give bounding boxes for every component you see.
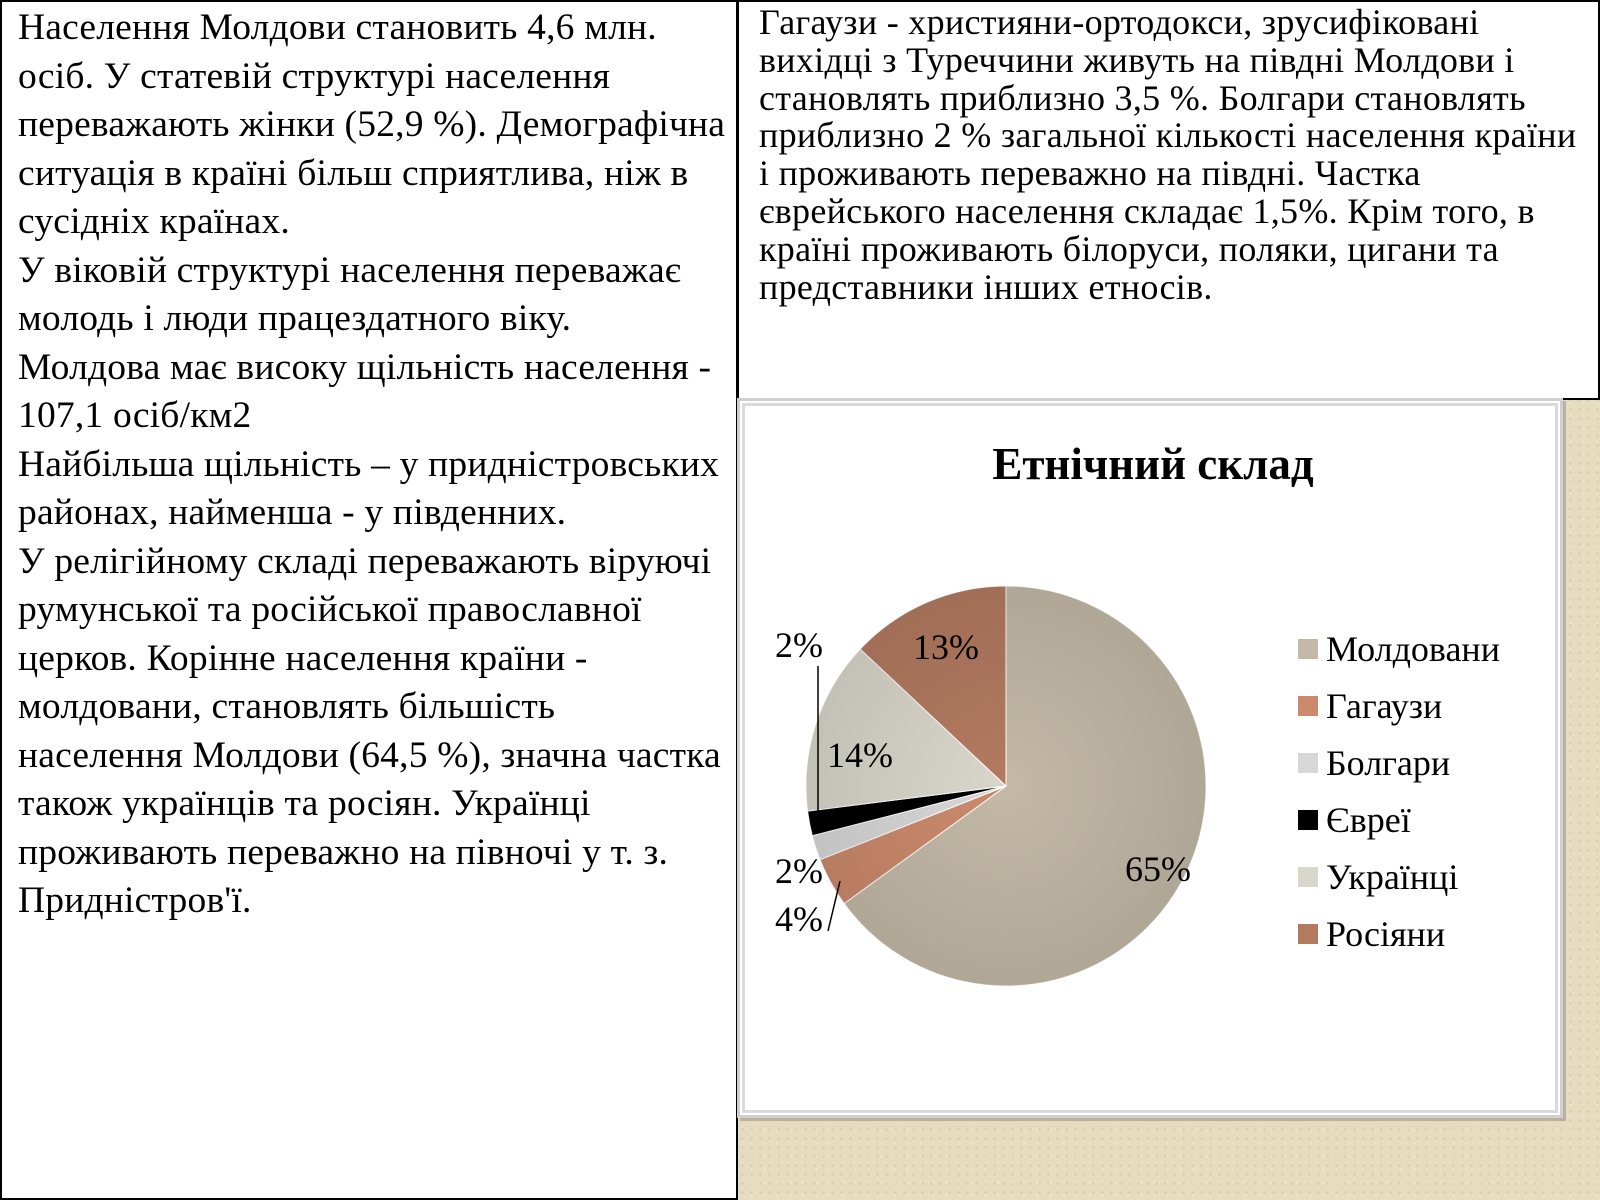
data-label-молдовани: 65%	[1125, 849, 1191, 889]
legend-swatch-молдовани	[1298, 639, 1318, 659]
legend-label-гагаузи: Гагаузи	[1326, 686, 1443, 726]
data-label-гагаузи: 4%	[775, 899, 823, 939]
legend-swatch-росіяни	[1298, 924, 1318, 944]
paragraph-minorities: Гагаузи - християни-ортодокси, зрусифіковані вихідці з Туреччини живуть на півдні Молдови і становлять приблизно 3,5 %. Болгари становлять приблизно 2 % загальної кількості населення країни і проживають переважно на півдні. Частка єврейського населення складає 1,5%. Крім того, в країні проживають білоруси, поляки, цигани та представники інших етносів.	[759, 2, 1577, 307]
legend-label-болгари: Болгари	[1326, 743, 1451, 783]
legend-swatch-українці	[1298, 867, 1318, 887]
data-label-українці: 14%	[827, 735, 893, 775]
legend-label-молдовани: Молдовани	[1326, 629, 1500, 669]
pie-shading	[806, 586, 1206, 986]
paragraph-population: Населення Молдови становить 4,6 млн. осіб. У статевій структурі населення переважають жінки (52,9 %). Демографічна ситуація в країні більш сприятлива, ніж в сусідніх країнах.	[18, 7, 726, 242]
paragraph-age-structure: У віковій структурі населення переважає молодь і люди працездатного віку.	[18, 249, 682, 339]
legend-swatch-євреї	[1298, 810, 1318, 830]
paragraph-density-regions: Найбільша щільність – у придністровських районах, найменша - у південних.	[18, 443, 720, 533]
data-label-євреї: 2%	[775, 625, 823, 665]
legend-label-українці: Українці	[1326, 857, 1459, 897]
paragraph-religion-ethnicity: У релігійному складі переважають віруючі румунської та російської православної церков. Корінне населення країни - молдовани, становлять більшість населення Молдови (64,5 %), значна частка також українців та росіян. Українці проживають переважно на півночі у т. з. Придністров'ї.	[18, 540, 721, 921]
legend-label-росіяни: Росіяни	[1326, 914, 1446, 954]
legend-swatch-гагаузи	[1298, 696, 1318, 716]
data-label-росіяни: 13%	[913, 627, 979, 667]
legend	[1298, 629, 1500, 954]
right-text-panel	[737, 0, 1600, 400]
data-label-болгари: 2%	[775, 851, 823, 891]
chart-title: Етнічний склад	[992, 439, 1314, 489]
pie-chart	[740, 401, 1566, 1121]
chart-frame	[737, 398, 1563, 1118]
left-text-panel	[0, 0, 738, 1200]
legend-swatch-болгари	[1298, 753, 1318, 773]
paragraph-density: Молдова має високу щільність населення - 107,1 осіб/км2	[18, 346, 712, 436]
pie-slices	[806, 586, 1206, 986]
legend-label-євреї: Євреї	[1326, 800, 1411, 840]
